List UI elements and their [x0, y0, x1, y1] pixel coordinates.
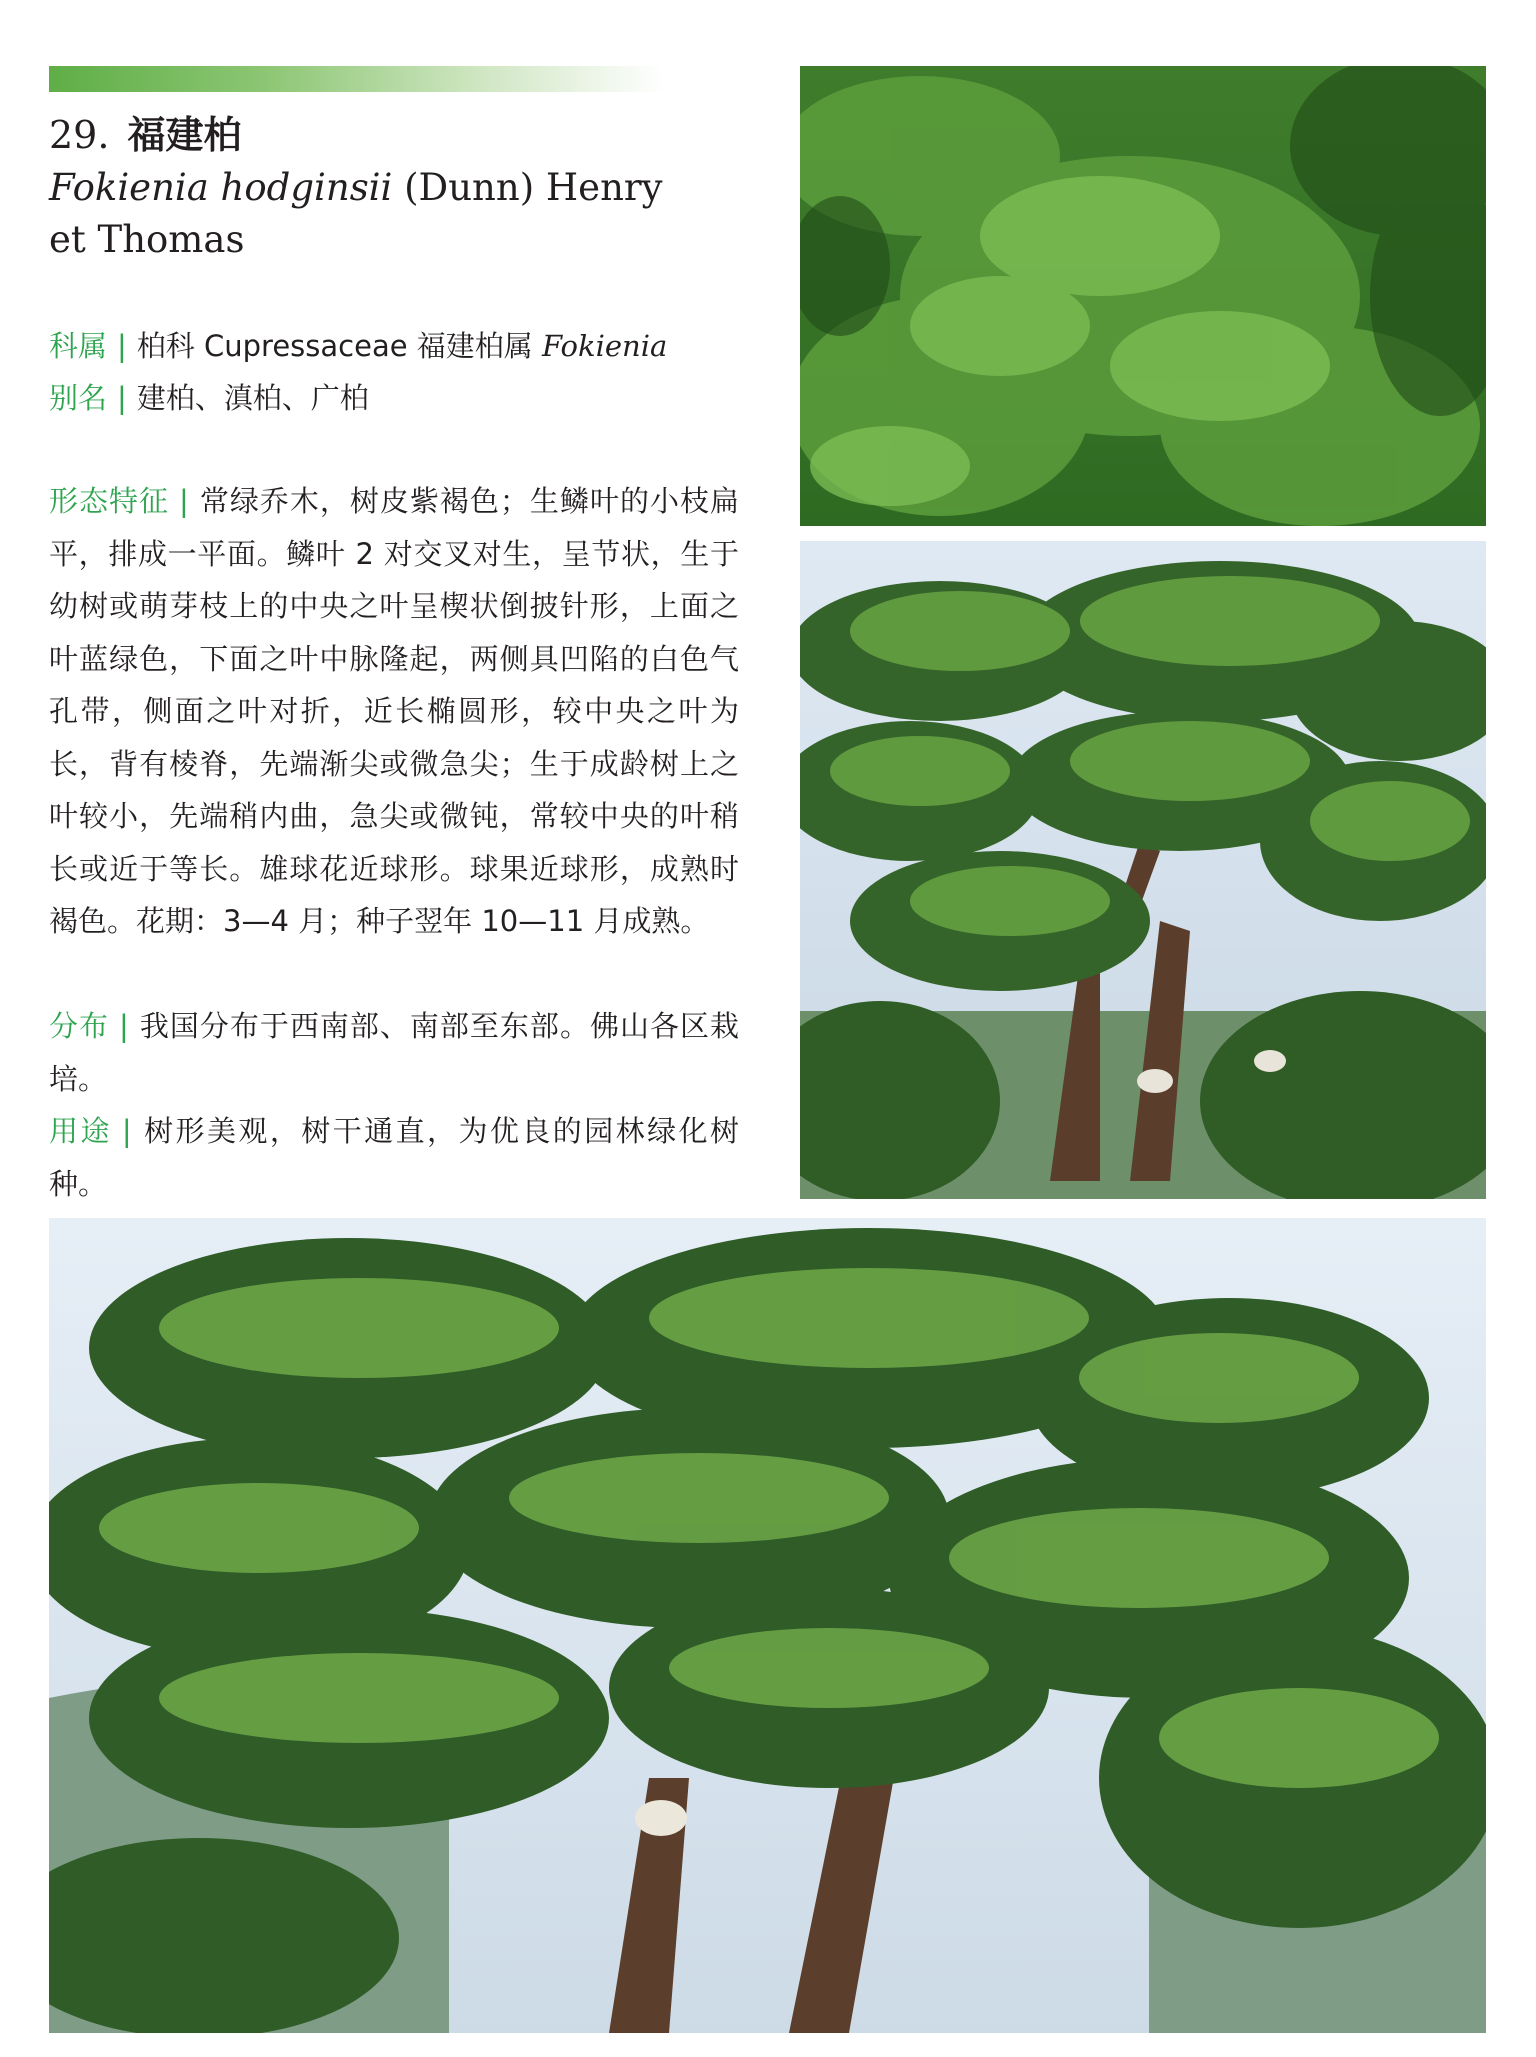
alias-value: 建柏、滇柏、广柏 [136, 381, 369, 415]
distribution-label: 分布 [49, 1009, 110, 1043]
tree-photo-medium [800, 541, 1486, 1199]
tree-photo-large [49, 1218, 1486, 2033]
morphology-section [49, 475, 739, 948]
field-separator: | [179, 484, 189, 518]
distribution-section [49, 1000, 739, 1105]
family-field [49, 320, 749, 372]
usage-text: 树形美观，树干通直，为优良的园林绿化树种。 [49, 1114, 739, 1201]
morphology-label: 形态特征 [49, 484, 170, 518]
family-genus: Fokienia [542, 329, 668, 363]
latin-binomial: Fokienia hodginsii [49, 166, 393, 209]
family-value: 柏科 Cupressaceae 福建柏属 [136, 329, 543, 363]
species-chinese-name: 福建柏 [127, 112, 242, 157]
field-separator: | [117, 329, 127, 363]
species-title [49, 108, 749, 162]
species-title-block [49, 108, 749, 266]
alias-label: 别名 [49, 381, 108, 415]
species-number: 29. [49, 113, 110, 157]
field-separator: | [121, 1114, 132, 1148]
alias-field [49, 372, 749, 424]
species-latin-name [49, 162, 669, 266]
family-label: 科属 [49, 329, 108, 363]
latin-author: (Dunn) Henry et Thomas [49, 166, 663, 261]
field-separator: | [117, 381, 127, 415]
usage-section [49, 1105, 739, 1210]
header-accent-bar [49, 66, 664, 92]
foliage-photo [800, 66, 1486, 526]
morphology-text: 常绿乔木，树皮紫褐色；生鳞叶的小枝扁平，排成一平面。鳞叶 2 对交叉对生，呈节状，生于幼树或萌芽枝上的中央之叶呈楔状倒披针形，上面之叶蓝绿色，下面之叶中脉隆起，两侧具凹陷的白色气孔带，侧面之叶对折，近长椭圆形，较中央之叶为长，背有棱脊，先端渐尖或微急尖；生于成龄树上之叶较小，先端稍内曲，急尖或微钝，常较中央的叶稍长或近于等长。雄球花近球形。球果近球形，成熟时褐色。花期：3—4 月；种子翌年 10—11 月成熟。 [49, 484, 739, 938]
usage-label: 用途 [49, 1114, 112, 1148]
field-separator: | [119, 1009, 129, 1043]
distribution-text: 我国分布于西南部、南部至东部。佛山各区栽培。 [49, 1009, 739, 1096]
